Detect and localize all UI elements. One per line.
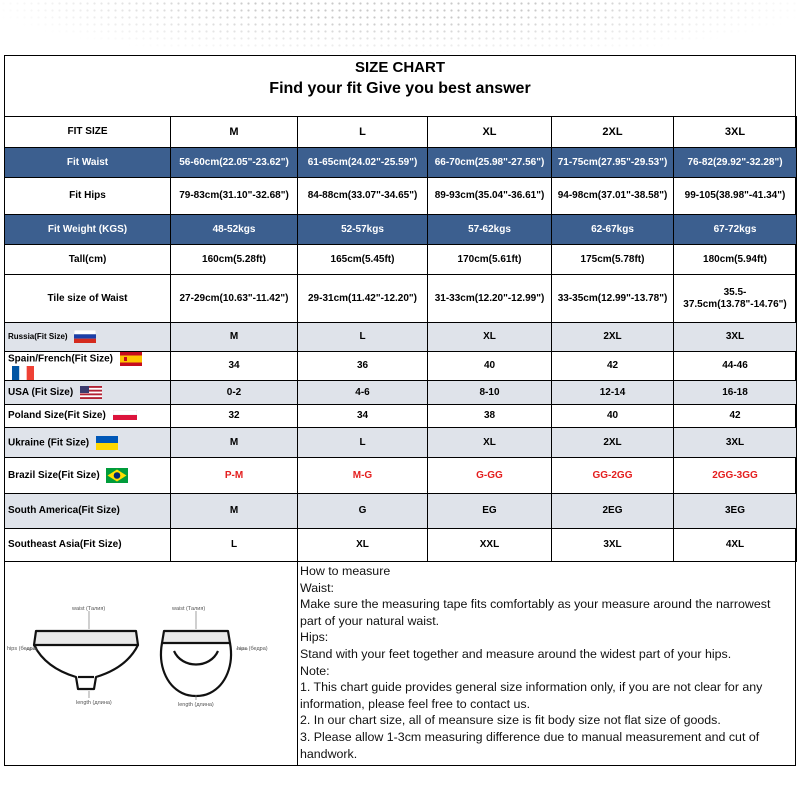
row-southeast-asia: [5, 529, 797, 562]
row-label: South America(Fit Size): [5, 494, 171, 529]
row-label-cell: [5, 323, 171, 352]
cell: XL: [428, 428, 552, 458]
cell: 38: [428, 405, 552, 428]
cell: 16-18: [674, 381, 797, 405]
size-table: [4, 116, 797, 562]
note-line: How to measure: [300, 564, 391, 578]
cell: G-GG: [428, 458, 552, 494]
cell: 52-57kgs: [298, 215, 428, 245]
cell: 40: [428, 352, 552, 381]
cell: M: [171, 323, 298, 352]
dotted-background: [0, 0, 800, 52]
cell: XL: [428, 323, 552, 352]
cell: 8-10: [428, 381, 552, 405]
cell: EG: [428, 494, 552, 529]
note-line: Make sure the measuring tape fits comfortably as your measure around the narrowest part of your natural waist.: [300, 597, 771, 628]
row-label: USA (Fit Size): [8, 387, 74, 399]
cell: XL: [298, 529, 428, 562]
row-russia: [5, 323, 797, 352]
row-label-cell: [5, 352, 171, 381]
poland-flag-icon: [113, 410, 137, 420]
cell: 33-35cm(12.99"-13.78"): [552, 275, 674, 323]
row-tile-waist: [5, 275, 797, 323]
header-size: XL: [428, 117, 552, 148]
cell: L: [298, 428, 428, 458]
measure-notes: [300, 563, 794, 762]
note-line: Note:: [300, 663, 330, 678]
cell: 160cm(5.28ft): [171, 245, 298, 275]
note-line: Hips:: [300, 630, 329, 645]
row-usa: [5, 381, 797, 405]
cell: XXL: [428, 529, 552, 562]
cell: 31-33cm(12.20"-12.99"): [428, 275, 552, 323]
cell: 71-75cm(27.95"-29.53"): [552, 148, 674, 178]
waist-label: waist (Талия): [172, 606, 206, 612]
row-label: Ukraine (Fit Size): [8, 437, 90, 449]
measure-section: [4, 561, 796, 766]
cell: 89-93cm(35.04"-36.61"): [428, 178, 552, 215]
cell: 56-60cm(22.05"-23.62"): [171, 148, 298, 178]
underwear-diagram-icon: [4, 561, 297, 766]
header-size: L: [298, 117, 428, 148]
usa-flag-icon: [80, 386, 102, 399]
cell: 61-65cm(24.02"-25.59"): [298, 148, 428, 178]
cell: 62-67kgs: [552, 215, 674, 245]
note-line: 1. This chart guide provides general size information only, if you are not clear for any information, please feel free to contact us.: [300, 680, 763, 711]
cell: 44-46: [674, 352, 797, 381]
row-label: Southeast Asia(Fit Size): [5, 529, 171, 562]
cell: M: [171, 494, 298, 529]
russia-flag-icon: [74, 330, 96, 343]
france-flag-icon: [12, 366, 34, 380]
cell: 2XL: [552, 428, 674, 458]
length-label: length (длина): [178, 702, 214, 708]
cell: 42: [552, 352, 674, 381]
cell: 57-62kgs: [428, 215, 552, 245]
cell: L: [171, 529, 298, 562]
header-row: [5, 117, 797, 148]
cell: 29-31cm(11.42"-12.20"): [298, 275, 428, 323]
cell: 0-2: [171, 381, 298, 405]
cell: P-M: [171, 458, 298, 494]
row-brazil: [5, 458, 797, 494]
note-line: Waist:: [300, 580, 334, 595]
cell: 4-6: [298, 381, 428, 405]
cell: 76-82(29.92"-32.28"): [674, 148, 797, 178]
hips-label: hips (бедра): [7, 646, 38, 652]
cell: 3XL: [674, 323, 797, 352]
cell: 34: [171, 352, 298, 381]
row-label: Fit Weight (KGS): [5, 215, 171, 245]
cell: 94-98cm(37.01"-38.58"): [552, 178, 674, 215]
cell: 180cm(5.94ft): [674, 245, 797, 275]
row-label-cell: [5, 381, 171, 405]
row-label-cell: [5, 458, 171, 494]
cell: 175cm(5.78ft): [552, 245, 674, 275]
cell: G: [298, 494, 428, 529]
row-fit-hips: [5, 178, 797, 215]
header-label: FIT SIZE: [5, 117, 171, 148]
header-size: 3XL: [674, 117, 797, 148]
cell: 32: [171, 405, 298, 428]
cell: 34: [298, 405, 428, 428]
row-label: Brazil Size(Fit Size): [8, 470, 100, 482]
cell: 4XL: [674, 529, 797, 562]
cell: 12-14: [552, 381, 674, 405]
row-label: Spain/French(Fit Size): [8, 353, 114, 365]
spain-flag-icon: [120, 352, 142, 366]
cell: GG-2GG: [552, 458, 674, 494]
cell: L: [298, 323, 428, 352]
page-title: SIZE CHART: [355, 59, 445, 76]
length-label: length (длина): [76, 700, 112, 706]
note-line: Stand with your feet together and measure around the widest part of your hips.: [300, 646, 732, 661]
cell: 2EG: [552, 494, 674, 529]
page-subtitle: Find your fit Give you best answer: [269, 80, 531, 97]
cell: 170cm(5.61ft): [428, 245, 552, 275]
row-label: Poland Size(Fit Size): [8, 410, 106, 421]
row-label: Fit Waist: [5, 148, 171, 178]
cell: 66-70cm(25.98"-27.56"): [428, 148, 552, 178]
row-spain-french: [5, 352, 797, 381]
cell: 48-52kgs: [171, 215, 298, 245]
header-size: 2XL: [552, 117, 674, 148]
cell: 3XL: [552, 529, 674, 562]
note-line: 3. Please allow 1-3cm measuring difference due to manual measurement and cut of handwork.: [300, 729, 760, 761]
header-size: M: [171, 117, 298, 148]
cell: 2GG-3GG: [674, 458, 797, 494]
cell: 165cm(5.45ft): [298, 245, 428, 275]
cell: M-G: [298, 458, 428, 494]
cell: 40: [552, 405, 674, 428]
row-label-cell: [5, 428, 171, 458]
row-south-america: [5, 494, 797, 529]
title-block: [5, 56, 795, 116]
cell: 35.5-37.5cm(13.78"-14.76"): [674, 275, 797, 323]
note-line: 2. In our chart size, all of meansure size is fit body size not flat size of goods.: [300, 713, 721, 728]
row-label: Tile size of Waist: [5, 275, 171, 323]
row-fit-weight: [5, 215, 797, 245]
ukraine-flag-icon: [96, 436, 118, 450]
cell: 99-105(38.98"-41.34"): [674, 178, 797, 215]
cell: 2XL: [552, 323, 674, 352]
cell: 3XL: [674, 428, 797, 458]
cell: 67-72kgs: [674, 215, 797, 245]
cell: 84-88cm(33.07"-34.65"): [298, 178, 428, 215]
row-label: Fit Hips: [5, 178, 171, 215]
row-label: Russia(Fit Size): [8, 332, 68, 342]
cell: M: [171, 428, 298, 458]
waist-label: waist (Талия): [72, 606, 106, 612]
hips-label: hips (бедра): [237, 646, 268, 652]
cell: 42: [674, 405, 797, 428]
row-label: Tall(cm): [5, 245, 171, 275]
cell: 3EG: [674, 494, 797, 529]
row-label-cell: [5, 405, 171, 428]
row-tall: [5, 245, 797, 275]
row-fit-waist: [5, 148, 797, 178]
row-poland: [5, 405, 797, 428]
row-ukraine: [5, 428, 797, 458]
cell: 27-29cm(10.63"-11.42"): [171, 275, 298, 323]
cell: 36: [298, 352, 428, 381]
brazil-flag-icon: [106, 468, 128, 483]
cell: 79-83cm(31.10"-32.68"): [171, 178, 298, 215]
measure-diagram: [4, 561, 298, 766]
